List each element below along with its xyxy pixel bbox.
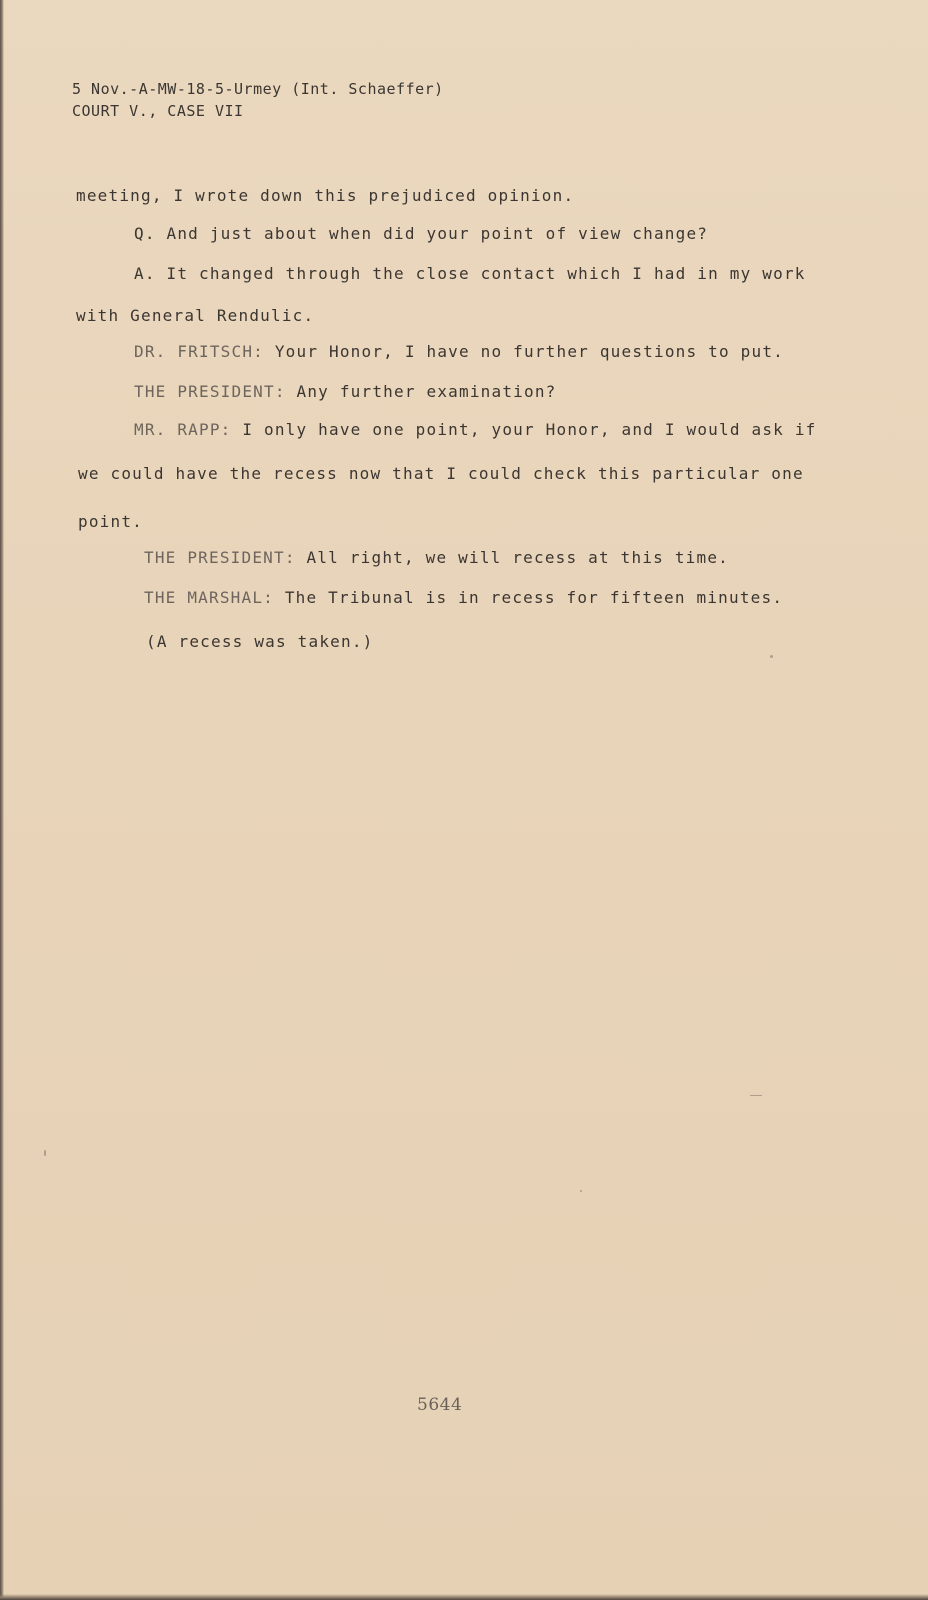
speaker-label: MR. RAPP: bbox=[134, 420, 232, 439]
header-court-line: COURT V., CASE VII bbox=[72, 102, 244, 120]
paper-speck bbox=[580, 1190, 582, 1192]
statement-line bbox=[134, 382, 557, 401]
paper-speck bbox=[44, 1150, 46, 1156]
statement-text: The Tribunal is in recess for fifteen minutes. bbox=[284, 588, 784, 607]
statement-line bbox=[144, 548, 729, 567]
statement-line bbox=[134, 420, 816, 439]
speaker-label: THE MARSHAL: bbox=[144, 588, 274, 607]
statement-text: Your Honor, I have no further questions to put. bbox=[274, 342, 784, 361]
statement-text: I only have one point, your Honor, and I would ask if bbox=[242, 420, 817, 439]
speaker-label: DR. FRITSCH: bbox=[134, 342, 264, 361]
statement-text: Any further examination? bbox=[296, 382, 557, 401]
header-session-line: 5 Nov.-A-MW-18-5-Urmey (Int. Schaeffer) bbox=[72, 80, 444, 98]
statement-line bbox=[144, 588, 783, 607]
page-number: 5644 bbox=[417, 1395, 463, 1415]
transcript-line: point. bbox=[78, 512, 143, 531]
transcript-line: with General Rendulic. bbox=[76, 306, 315, 325]
question-line: Q. And just about when did your point of view change? bbox=[134, 224, 709, 243]
paper-speck bbox=[770, 655, 773, 658]
speaker-label: THE PRESIDENT: bbox=[144, 548, 296, 567]
speaker-label: THE PRESIDENT: bbox=[134, 382, 286, 401]
transcript-line: we could have the recess now that I could check this particular one bbox=[78, 464, 804, 483]
answer-line: A. It changed through the close contact which I had in my work bbox=[134, 264, 806, 283]
statement-text: All right, we will recess at this time. bbox=[306, 548, 729, 567]
paper-speck bbox=[750, 1095, 762, 1096]
recess-note: (A recess was taken.) bbox=[146, 632, 374, 651]
page-bottom-edge bbox=[0, 1594, 928, 1600]
page-left-edge bbox=[0, 0, 4, 1600]
statement-line bbox=[134, 342, 784, 361]
transcript-line: meeting, I wrote down this prejudiced opinion. bbox=[76, 186, 575, 205]
